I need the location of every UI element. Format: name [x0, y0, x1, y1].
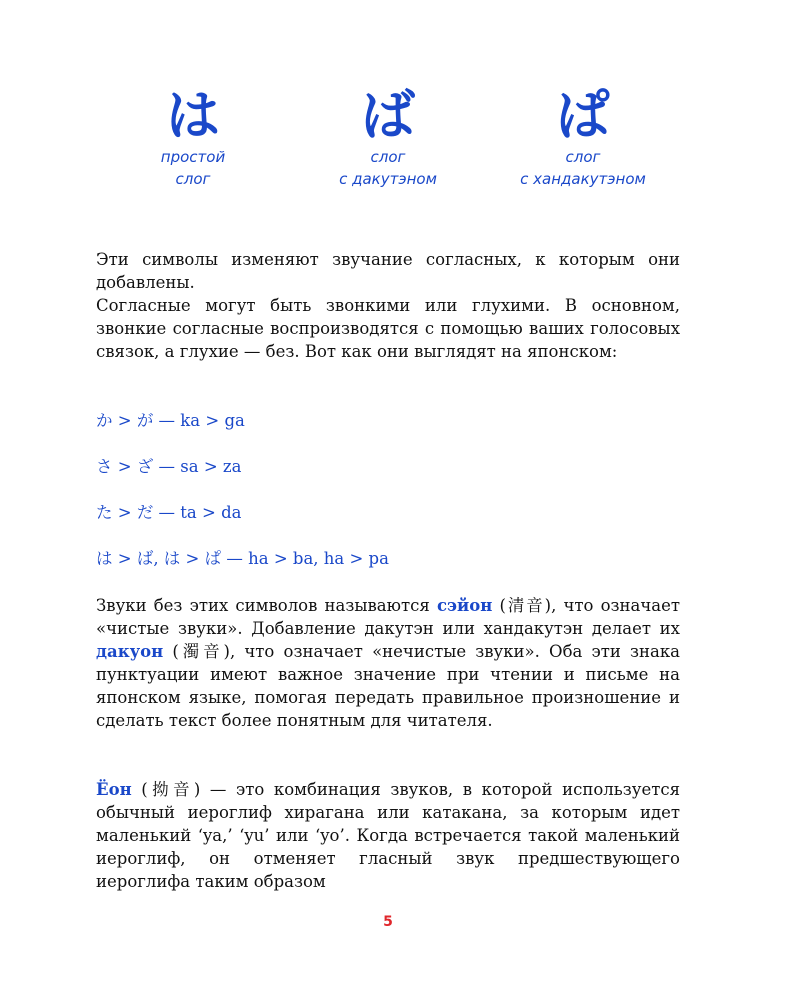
dakuon-term: дакуон [96, 642, 164, 661]
example-ha-ba-pa: は > ば, は > ぱ — ha > ba, ha > pa [96, 549, 389, 568]
kana-pa: ぱ [556, 84, 610, 147]
yoon-paragraph [96, 778, 680, 893]
kana-ha: は [166, 84, 220, 147]
kana-ba: ば [361, 84, 415, 147]
caption-dakuten-line2: с дакутэном [339, 170, 437, 188]
intro-paragraph-1: Эти символы изменяют звучание согласных, к которым они добавлены. [96, 250, 680, 292]
page-number: 5 [383, 914, 393, 930]
seion-part2: (清音), что означает «чистые звуки». Добавление дакутэн или хандакутэн делает их [96, 596, 681, 638]
example-ta-da: た > だ — ta > da [96, 503, 242, 522]
seion-paragraph [96, 594, 680, 732]
yoon-term: Ёон [96, 780, 132, 799]
seion-part3: (濁音), что означает «нечистые звуки». Оба эти знака пунктуации имеют важное значение при чтении и письме на японском языке, помогая передать правильное произношение и сделать текст более понятным для читателя. [96, 642, 680, 730]
seion-term: сэйон [436, 596, 493, 615]
kana-dakuten [288, 86, 488, 190]
kana-handakuten [483, 86, 683, 190]
example-sa-za: さ > ざ — sa > za [96, 457, 242, 476]
caption-dakuten-line1: слог [370, 148, 406, 166]
example-ka-ga: か > が — ka > ga [96, 411, 245, 430]
seion-part1: Звуки без этих символов называются [96, 596, 437, 615]
intro-text [96, 248, 680, 363]
caption-plain-line1: простой [160, 148, 226, 166]
yoon-text: (拗音) — это комбинация звуков, в которой используется обычный иероглиф хирагана или катакана, за которым идет маленький ‘ya,’ ‘yu’ или ‘yo’. Когда встречается такой маленький иероглиф, он отменяет гласный звук предшествующего иероглифа таким образом [96, 780, 680, 891]
caption-handakuten-line2: с хандакутэном [520, 170, 646, 188]
caption-handakuten-line1: слог [565, 148, 601, 166]
yoon-paragraph-text [96, 778, 680, 893]
seion-paragraph-text [96, 594, 680, 732]
caption-plain-line2: слог [175, 170, 211, 188]
kana-plain [93, 86, 293, 190]
intro-paragraph-2: Согласные могут быть звонкими или глухими. В основном, звонкие согласные воспроизводятся с помощью ваших голосовых связок, а глухие — без. Вот как они выглядят на японском: [96, 296, 680, 361]
